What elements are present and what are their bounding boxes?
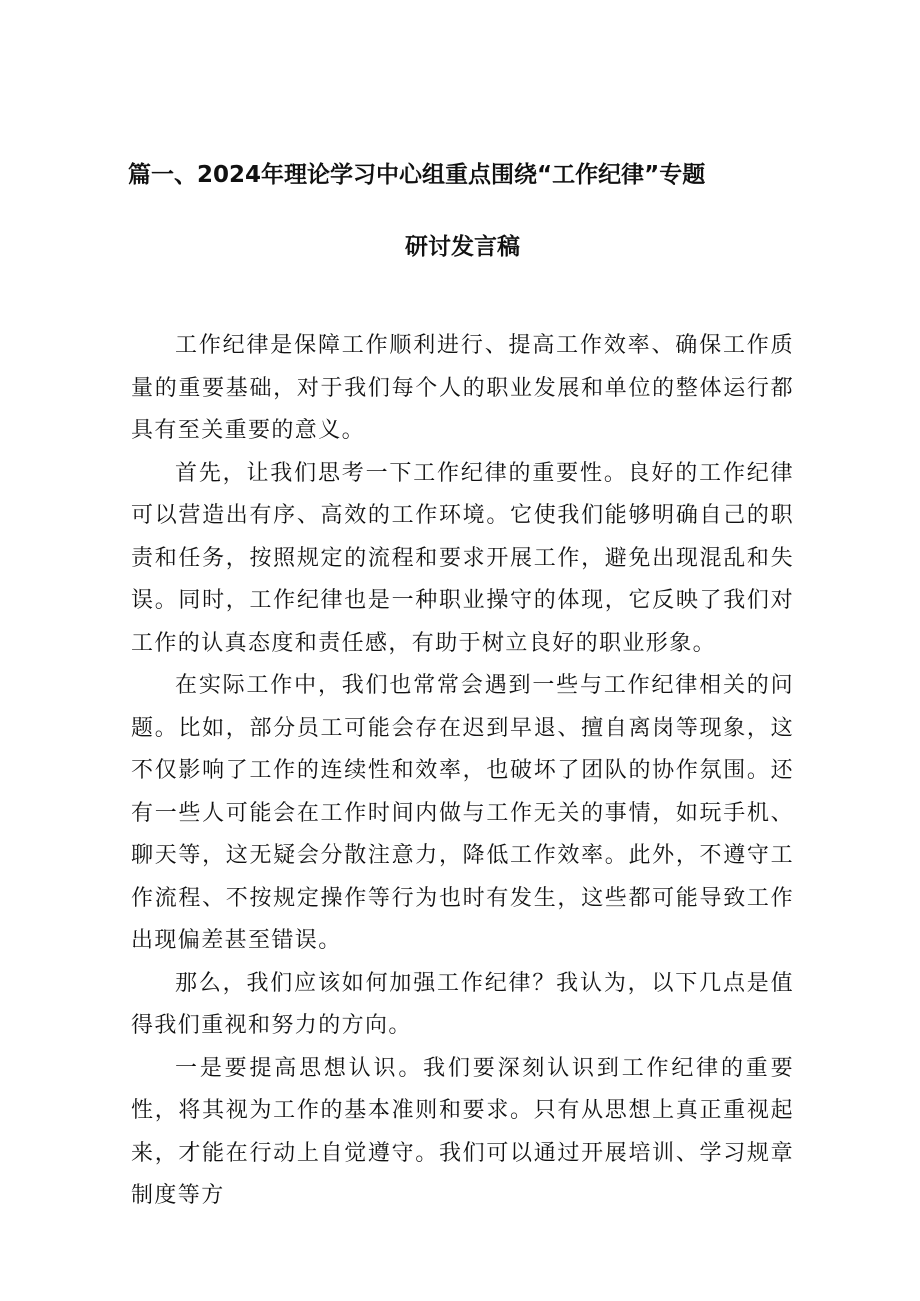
document-title-line-2: 研讨发言稿 (405, 234, 520, 260)
document-body (131, 325, 794, 1218)
document-title-line-1: 篇一、2024年理论学习中心组重点围绕“工作纪律”专题 (128, 162, 706, 188)
paragraph-question: 那么，我们应该如何加强工作纪律？我认为，以下几点是值得我们重视和努力的方向。 (131, 970, 794, 1038)
paragraph-intro: 工作纪律是保障工作顺利进行、提高工作效率、确保工作质量的重要基础，对于我们每个人的职业发展和单位的整体运行都具有至关重要的意义。 (131, 333, 794, 443)
paragraph-importance: 首先，让我们思考一下工作纪律的重要性。良好的工作纪律可以营造出有序、高效的工作环境。它使我们能够明确自己的职责和任务，按照规定的流程和要求开展工作，避免出现混乱和失误。同时，工作纪律也是一种职业操守的体现，它反映了我们对工作的认真态度和责任感，有助于树立良好的职业形象。 (131, 460, 794, 656)
paragraph-problems: 在实际工作中，我们也常常会遇到一些与工作纪律相关的问题。比如，部分员工可能会存在迟到早退、擅自离岗等现象，这不仅影响了工作的连续性和效率，也破坏了团队的协作氛围。还有一些人可能会在工作时间内做与工作无关的事情，如玩手机、聊天等，这无疑会分散注意力，降低工作效率。此外，不遵守工作流程、不按规定操作等行为也时有发生，这些都可能导致工作出现偏差甚至错误。 (131, 673, 794, 953)
paragraph-point-one: 一是要提高思想认识。我们要深刻认识到工作纪律的重要性，将其视为工作的基本准则和要求。只有从思想上真正重视起来，才能在行动上自觉遵守。我们可以通过开展培训、学习规章制度等方 (131, 1055, 794, 1208)
